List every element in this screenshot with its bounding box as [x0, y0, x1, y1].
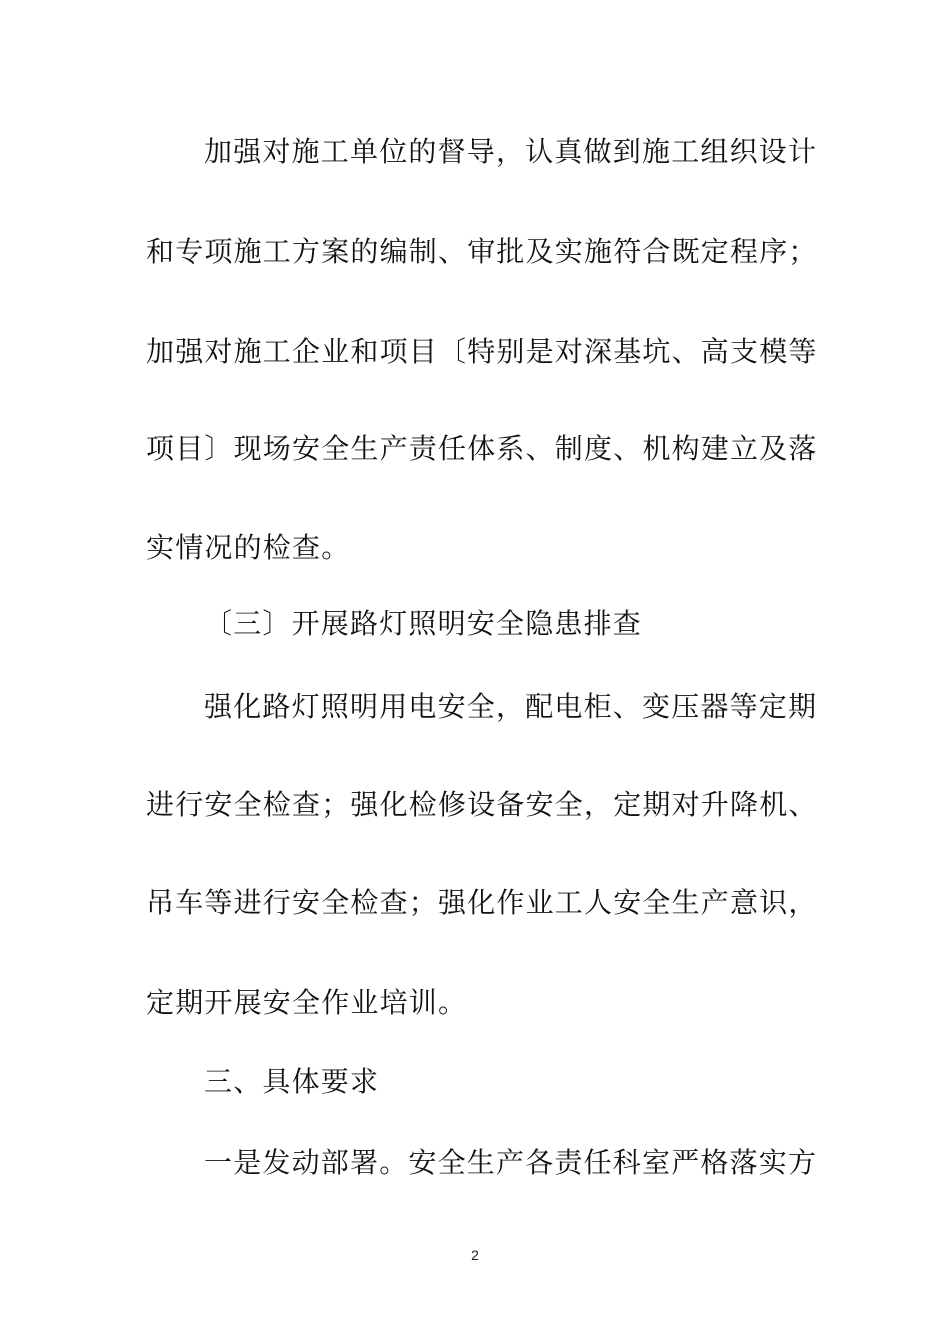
paragraph-line-7: 进行安全检查；强化检修设备安全，定期对升降机、: [146, 788, 818, 821]
paragraph-line-10: 一是发动部署。安全生产各责任科室严格落实方: [204, 1146, 818, 1179]
paragraph-line-3: 加强对施工企业和项目〔特别是对深基坑、高支模等: [146, 335, 818, 368]
page-number: 2: [471, 1247, 479, 1263]
paragraph-line-9: 定期开展安全作业培训。: [146, 986, 468, 1019]
paragraph-line-1: 加强对施工单位的督导，认真做到施工组织设计: [204, 135, 818, 168]
paragraph-line-5: 实情况的检查。: [146, 531, 351, 564]
paragraph-line-8: 吊车等进行安全检查；强化作业工人安全生产意识，: [146, 886, 818, 919]
paragraph-line-4: 项目〕现场安全生产责任体系、制度、机构建立及落: [146, 432, 818, 465]
section-heading-3: 〔三〕开展路灯照明安全隐患排查: [204, 607, 643, 640]
paragraph-line-2: 和专项施工方案的编制、审批及实施符合既定程序；: [146, 235, 818, 268]
section-heading-specific-requirements: 三、具体要求: [204, 1065, 380, 1098]
paragraph-line-6: 强化路灯照明用电安全，配电柜、变压器等定期: [204, 690, 818, 723]
